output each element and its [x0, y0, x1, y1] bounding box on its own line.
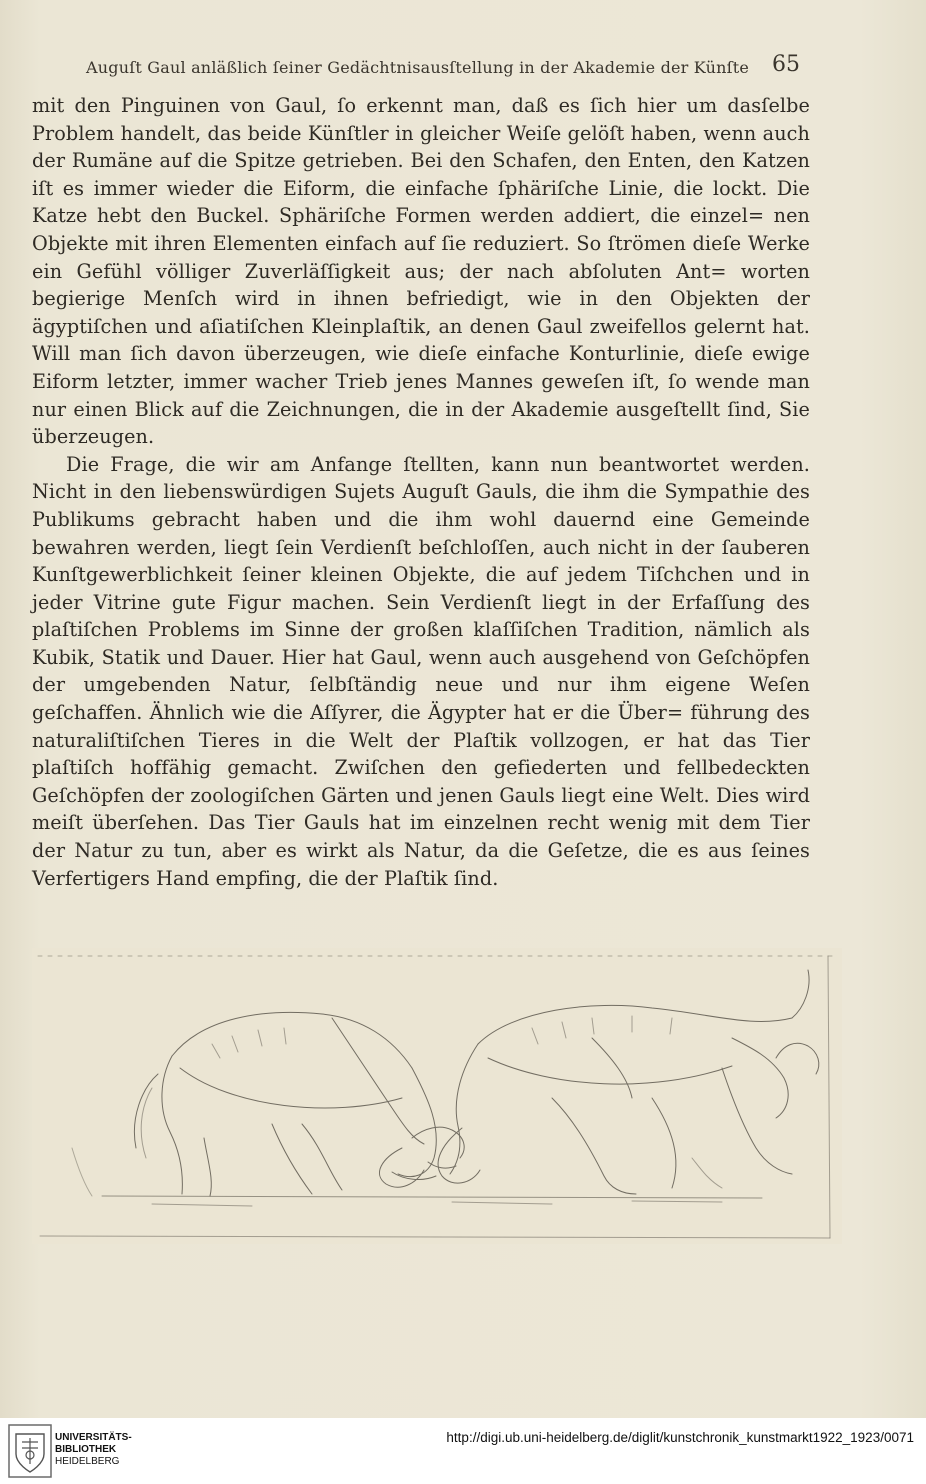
library-name [55, 1432, 132, 1468]
paragraph-2: Die Frage, die wir am Anfange ſtellten, kann nun beantwortet werden. Nicht in den liebenswürdigen Sujets Auguſt Gauls, die ihm die Sympathie des Publikums gebracht haben und die ihm wohl dauernd eine Gemeinde bewahren werden, liegt ſein Verdienſt beſchloſſen, auch nicht in der ſauberen Kunſtgewerblichkeit ſeiner kleinen Objekte, die auf jedem Tiſchchen und in jeder Vitrine gute Figur machen. Sein Verdienſt liegt in der Erfaſſung des plaſtiſchen Problems im Sinne der großen klaſſiſchen Tradition, nämlich als Kubik, Statik und Dauer. Hier hat Gaul, wenn auch ausgehend von Geſchöpfen der umgebenden Natur, ſelbſtändig neue und nur ihm eigene Weſen geſchaffen. Ähnlich wie die Aſſyrer, die Ägypter hat er die Über= führung des naturaliſtiſchen Tieres in die Welt der Plaſtik vollzogen, er hat das Tier plaſtiſch hoffähig gemacht. Zwiſchen den gefiederten und fellbedeckten Geſchöpfen der zoologiſchen Gärten und jenen Gauls liegt eine Welt. Dies wird meiſt überſehen. Das Tier Gauls hat im einzelnen recht wenig mit dem Tier der Natur zu tun, aber es wirkt als Natur, da die Geſetze, die es aus ſeines Verfertigers Hand empfing, die der Plaſtik ſind. [32, 452, 810, 890]
running-header [86, 52, 800, 86]
library-line-1: UNIVERSITÄTS- [55, 1432, 132, 1443]
university-seal-icon [8, 1424, 52, 1478]
bison-sketch-drawing [32, 948, 842, 1244]
library-line-2: BIBLIOTHEK [55, 1444, 117, 1455]
page-number: 65 [772, 52, 800, 77]
paragraph-1: mit den Pinguinen von Gaul, ſo erkennt man, daß es ſich hier um dasſelbe Problem handelt, das beide Künſtler in gleicher Weiſe gelöſt haben, wenn auch der Rumäne auf die Spitze getrieben. Bei den Schafen, den Enten, den Katzen iſt es immer wieder die Eiform, die einfache ſphäriſche Linie, die lockt. Die Katze hebt den Buckel. Sphäriſche Formen werden addiert, die einzel= nen Objekte mit ihren Elementen einfach auf ſie reduziert. So ſtrömen dieſe Werke ein Gefühl völliger Zuverläſſigkeit aus; der nach abſoluten Ant= worten begierige Menſch wird in ihnen befriedigt, wie in den Objekten der ägyptiſchen und aſiatiſchen Kleinplaſtik, an denen Gaul zweifellos gelernt hat. Will man ſich davon überzeugen, wie dieſe einfache Konturlinie, dieſe ewige Eiform letzter, immer wacher Trieb jenes Mannes geweſen iſt, ſo wende man nur einen Blick auf die Zeichnungen, die in der Akademie ausgeſtellt ſind, Sie überzeugen. [32, 94, 810, 449]
library-footer [0, 1418, 926, 1484]
library-line-3: HEIDELBERG [55, 1456, 120, 1467]
source-url-link[interactable]: http://digi.ub.uni-heidelberg.de/diglit/kunstchronik_kunstmarkt1922_1923/0071 [446, 1430, 914, 1445]
sketch-illustration [32, 948, 842, 1244]
article-body [32, 92, 810, 892]
running-title: Auguſt Gaul anläßlich ſeiner Gedächtnisausſtellung in der Akademie der Künſte [86, 58, 750, 77]
